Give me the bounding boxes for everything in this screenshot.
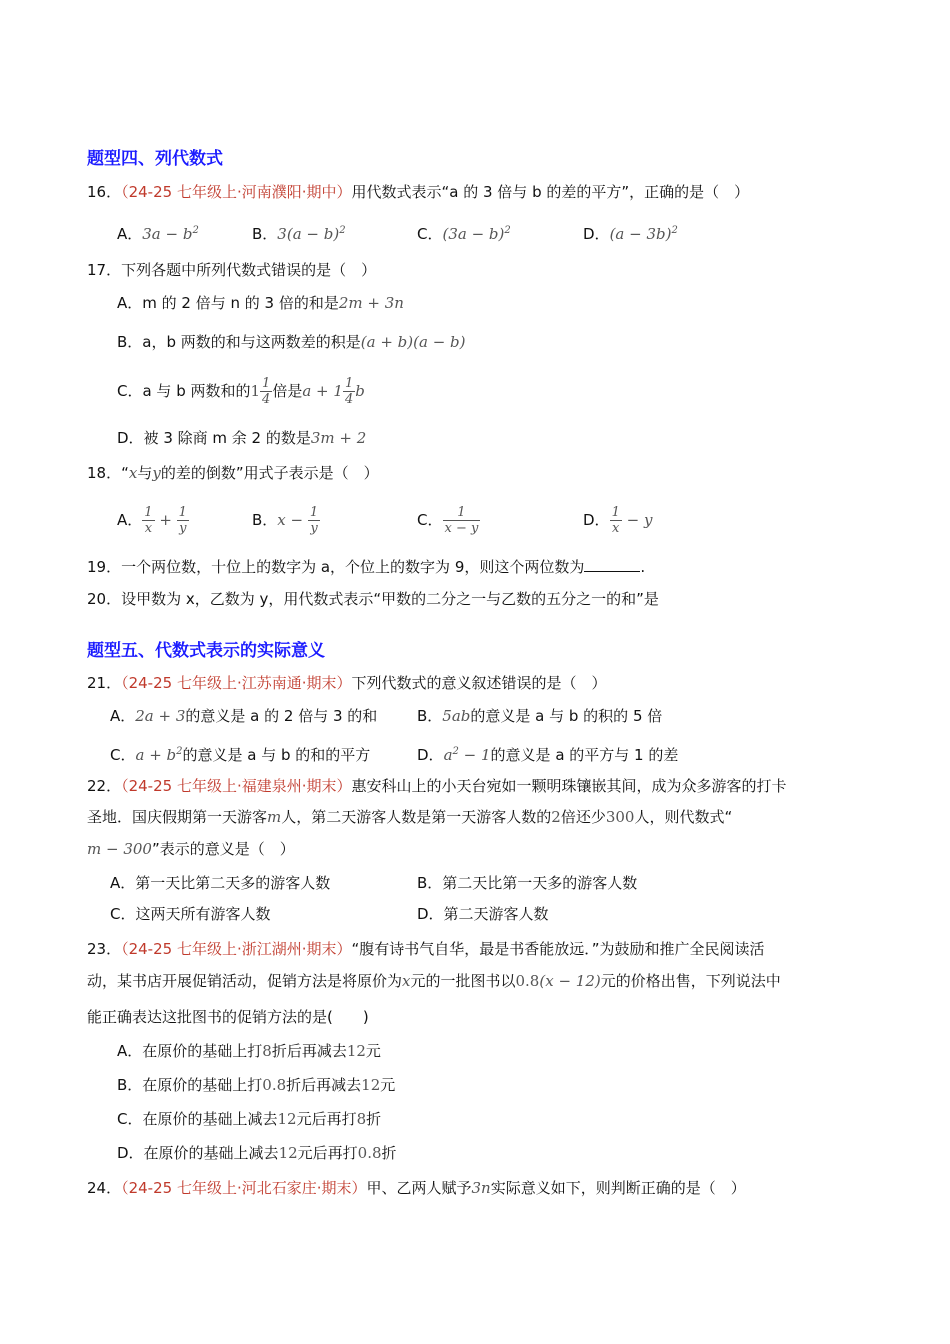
q24-source: （24-25 七年级上·河北石家庄·期末） [121, 1179, 367, 1197]
q18-option-a: A． $\frac{1}{x}$ + $\frac{1}{y}$ [117, 505, 187, 536]
q16-source: （24-25 七年级上·河南濮阳·期中） [121, 183, 352, 201]
q23-line-3: 能正确表达这批图书的促销方法的是( ) [87, 1008, 369, 1026]
q21-option-c: C．$a + b^2$的意义是 a 与 b 的和的平方 [110, 746, 371, 764]
q23-source: （24-25 七年级上·浙江湖州·期末） [121, 940, 352, 958]
section-title-4: 题型四、列代数式 [87, 149, 223, 169]
section-title-5: 题型五、代数式表示的实际意义 [87, 641, 325, 661]
q16-option-c: C．$(3a - b)^2$ [417, 225, 511, 243]
q21-option-a: A．2a + 3的意义是 a 的 2 倍与 3 的和 [110, 707, 378, 725]
q23-option-d: D．在原价的基础上减去12元后再打0.8折 [117, 1144, 397, 1162]
q22-option-b: B．第二天比第一天多的游客人数 [417, 874, 638, 892]
q16-option-d: D．$(a - 3b)^2$ [583, 225, 678, 243]
q22-option-a: A．第一天比第二天多的游客人数 [110, 874, 331, 892]
q17-option-a: A．m 的 2 倍与 n 的 3 倍的和是2m + 3n [117, 294, 404, 312]
question-22: 22．（24-25 七年级上·福建泉州·期末）惠安科山上的小天台宛如一颗明珠镶嵌其间，成为众多游客的打卡 [87, 777, 787, 795]
q22-source: （24-25 七年级上·福建泉州·期末） [121, 777, 352, 795]
question-24: 24．（24-25 七年级上·河北石家庄·期末）甲、乙两人赋予3n实际意义如下，则判断正确的是（ ） [87, 1179, 746, 1197]
q21-option-d: D．$a^2 - 1$的意义是 a 的平方与 1 的差 [417, 746, 679, 764]
question-18: 18．“x与y的差的倒数”用式子表示是（ ） [87, 464, 379, 482]
q16-option-b: B．$3(a - b)^2$ [252, 225, 346, 243]
q18-option-d: D． $\frac{1}{x}$ − y [583, 505, 653, 536]
q22-option-c: C．这两天所有游客人数 [110, 905, 271, 923]
q17-option-c: C．a 与 b 两数和的1 $\frac{1}{4}$ 倍是a + 1 $\frac{1}{4}$ b [117, 376, 365, 407]
q23-option-a: A．在原价的基础上打8折后再减去12元 [117, 1042, 381, 1060]
question-17: 17．下列各题中所列代数式错误的是（ ） [87, 261, 377, 279]
q23-line-2: 动，某书店开展促销活动，促销方法是将原价为x元的一批图书以0.8(x − 12)元的价格出售，下列说法中 [87, 972, 781, 990]
q22-line-3: m − 300”表示的意义是（ ） [87, 840, 295, 858]
q18-option-c: C． $\frac{1}{x - y}$ [417, 505, 479, 536]
q22-option-d: D．第二天游客人数 [417, 905, 549, 923]
answer-blank[interactable] [584, 557, 640, 572]
question-16 [87, 181, 749, 203]
q21-option-b: B．5ab的意义是 a 与 b 的积的 5 倍 [417, 707, 663, 725]
question-19: 19．一个两位数，十位上的数字为 a，个位上的数字为 9，则这个两位数为 . [87, 558, 646, 576]
q23-option-b: B．在原价的基础上打0.8折后再减去12元 [117, 1076, 396, 1094]
q18-option-b: B．x − $\frac{1}{y}$ [252, 505, 319, 536]
q17-option-d: D．被 3 除商 m 余 2 的数是3m + 2 [117, 429, 367, 447]
question-21: 21．（24-25 七年级上·江苏南通·期末）下列代数式的意义叙述错误的是（ ） [87, 674, 607, 692]
q16-option-a: A．$3a - b^2$ [117, 225, 199, 243]
q16-number: 16． [87, 183, 122, 201]
question-23: 23．（24-25 七年级上·浙江湖州·期末）“腹有诗书气自华，最是书香能放远．”为鼓励和推广全民阅读活 [87, 940, 765, 958]
q21-source: （24-25 七年级上·江苏南通·期末） [121, 674, 352, 692]
q23-option-c: C．在原价的基础上减去12元后再打8折 [117, 1110, 382, 1128]
q17-option-b: B．a，b 两数的和与这两数差的积是(a + b)(a − b) [117, 333, 466, 351]
q22-line-2: 圣地．国庆假期第一天游客m人，第二天游客人数是第一天游客人数的2倍还少300人，则代数式“ [87, 808, 733, 826]
question-20: 20．设甲数为 x，乙数为 y，用代数式表示“甲数的二分之一与乙数的五分之一的和”是 [87, 590, 659, 608]
q16-stem: 用代数式表示“a 的 3 倍与 b 的差的平方”，正确的是（ ） [351, 183, 750, 201]
